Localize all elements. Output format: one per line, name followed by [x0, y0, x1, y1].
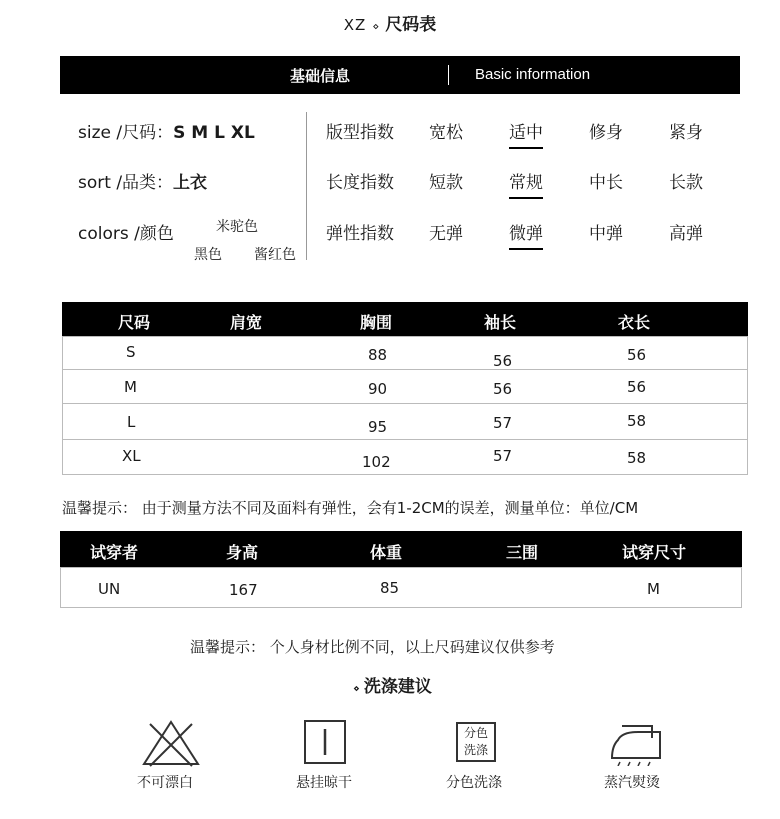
index-option: 修身 — [589, 123, 623, 143]
colors-label: colors /颜色 — [78, 224, 174, 244]
icon-text: 分色 — [463, 726, 488, 740]
cell-chest: 88 — [368, 346, 388, 364]
header-tried-size: 试穿尺寸 — [622, 543, 687, 562]
color-option: 黑色 — [194, 247, 222, 263]
index-option-selected: 常规 — [509, 168, 543, 199]
brand-name: XZ — [343, 16, 367, 34]
index-label: 版型指数 — [326, 123, 394, 143]
index-option-selected: 微弹 — [509, 219, 543, 250]
care-label: 蒸汽熨烫 — [604, 775, 660, 791]
index-label: 弹性指数 — [326, 224, 394, 244]
basic-info-header-cn: 基础信息 — [290, 67, 351, 85]
cell-chest: 95 — [368, 418, 388, 436]
cell-length: 56 — [627, 346, 647, 364]
model-table-header — [60, 531, 742, 567]
cell-height: 167 — [229, 581, 258, 599]
care-label: 分色洗涤 — [446, 775, 502, 791]
cell-size: L — [127, 413, 136, 431]
header-height: 身高 — [226, 543, 259, 562]
header-divider — [448, 65, 449, 85]
index-option: 高弹 — [669, 224, 703, 244]
header-measurements: 三围 — [506, 543, 539, 562]
sort-label: sort /品类： — [78, 173, 174, 193]
diamond-icon: ⋄ — [372, 20, 380, 33]
no-bleach-icon — [140, 718, 202, 768]
cell-sleeve: 57 — [493, 447, 513, 465]
fit-tip: 温馨提示： 个人身材比例不同，以上尺码建议仅供参考 — [190, 638, 555, 656]
cell-length: 58 — [627, 449, 647, 467]
index-option: 无弹 — [429, 224, 463, 244]
index-option: 长款 — [669, 173, 703, 193]
info-divider — [306, 112, 307, 260]
measurement-tip: 温馨提示： 由于测量方法不同及面料有弹性，会有1-2CM的误差，测量单位：单位/CM — [62, 499, 639, 517]
basic-info-header-en: Basic information — [475, 66, 591, 83]
cell-chest: 102 — [362, 453, 391, 471]
wash-separately-icon — [456, 722, 496, 762]
diamond-icon: ⋄ — [353, 682, 360, 695]
header-sleeve: 袖长 — [484, 313, 517, 332]
size-table-header — [62, 302, 748, 336]
index-label: 长度指数 — [326, 173, 394, 193]
index-option: 紧身 — [669, 123, 703, 143]
cell-size: XL — [122, 447, 141, 465]
cell-size: S — [126, 343, 136, 361]
hang-dry-icon — [303, 719, 347, 765]
size-label: size /尺码： — [78, 123, 174, 143]
care-label: 不可漂白 — [137, 775, 193, 791]
model-table-body — [60, 567, 742, 608]
header-weight: 体重 — [370, 543, 403, 562]
size-value: S M L XL — [173, 123, 255, 143]
header-model: 试穿者 — [90, 543, 139, 562]
row-divider — [62, 369, 748, 370]
color-option: 酱红色 — [254, 247, 296, 263]
cell-size: M — [124, 378, 137, 396]
size-info — [78, 118, 255, 143]
row-divider — [62, 439, 748, 440]
header-chest: 胸围 — [360, 313, 393, 332]
header-length: 衣长 — [618, 313, 651, 332]
care-title — [353, 672, 432, 697]
index-option-selected: 适中 — [509, 118, 543, 149]
sort-value: 上衣 — [173, 173, 208, 193]
basic-info-header — [60, 56, 740, 94]
cell-weight: 85 — [380, 579, 400, 597]
index-option: 短款 — [429, 173, 463, 193]
cell-chest: 90 — [368, 380, 388, 398]
page-title — [0, 10, 780, 35]
row-divider — [62, 403, 748, 404]
cell-tried-size: M — [647, 580, 660, 598]
care-title-text: 洗涤建议 — [363, 677, 432, 697]
header-shoulder: 肩宽 — [230, 313, 263, 332]
cell-length: 56 — [627, 378, 647, 396]
cell-model: UN — [98, 580, 121, 598]
care-label: 悬挂晾干 — [296, 775, 352, 791]
cell-sleeve: 56 — [493, 380, 513, 398]
index-option: 中弹 — [589, 224, 623, 244]
sort-info — [78, 168, 207, 193]
cell-length: 58 — [627, 412, 647, 430]
cell-sleeve: 57 — [493, 414, 513, 432]
steam-iron-icon — [608, 718, 664, 766]
size-chart-title: 尺码表 — [385, 15, 437, 35]
icon-text: 洗涤 — [463, 743, 488, 757]
header-size: 尺码 — [118, 313, 151, 332]
index-option: 中长 — [589, 173, 623, 193]
index-option: 宽松 — [429, 123, 463, 143]
color-option: 米驼色 — [216, 219, 258, 235]
cell-sleeve: 56 — [493, 352, 513, 370]
